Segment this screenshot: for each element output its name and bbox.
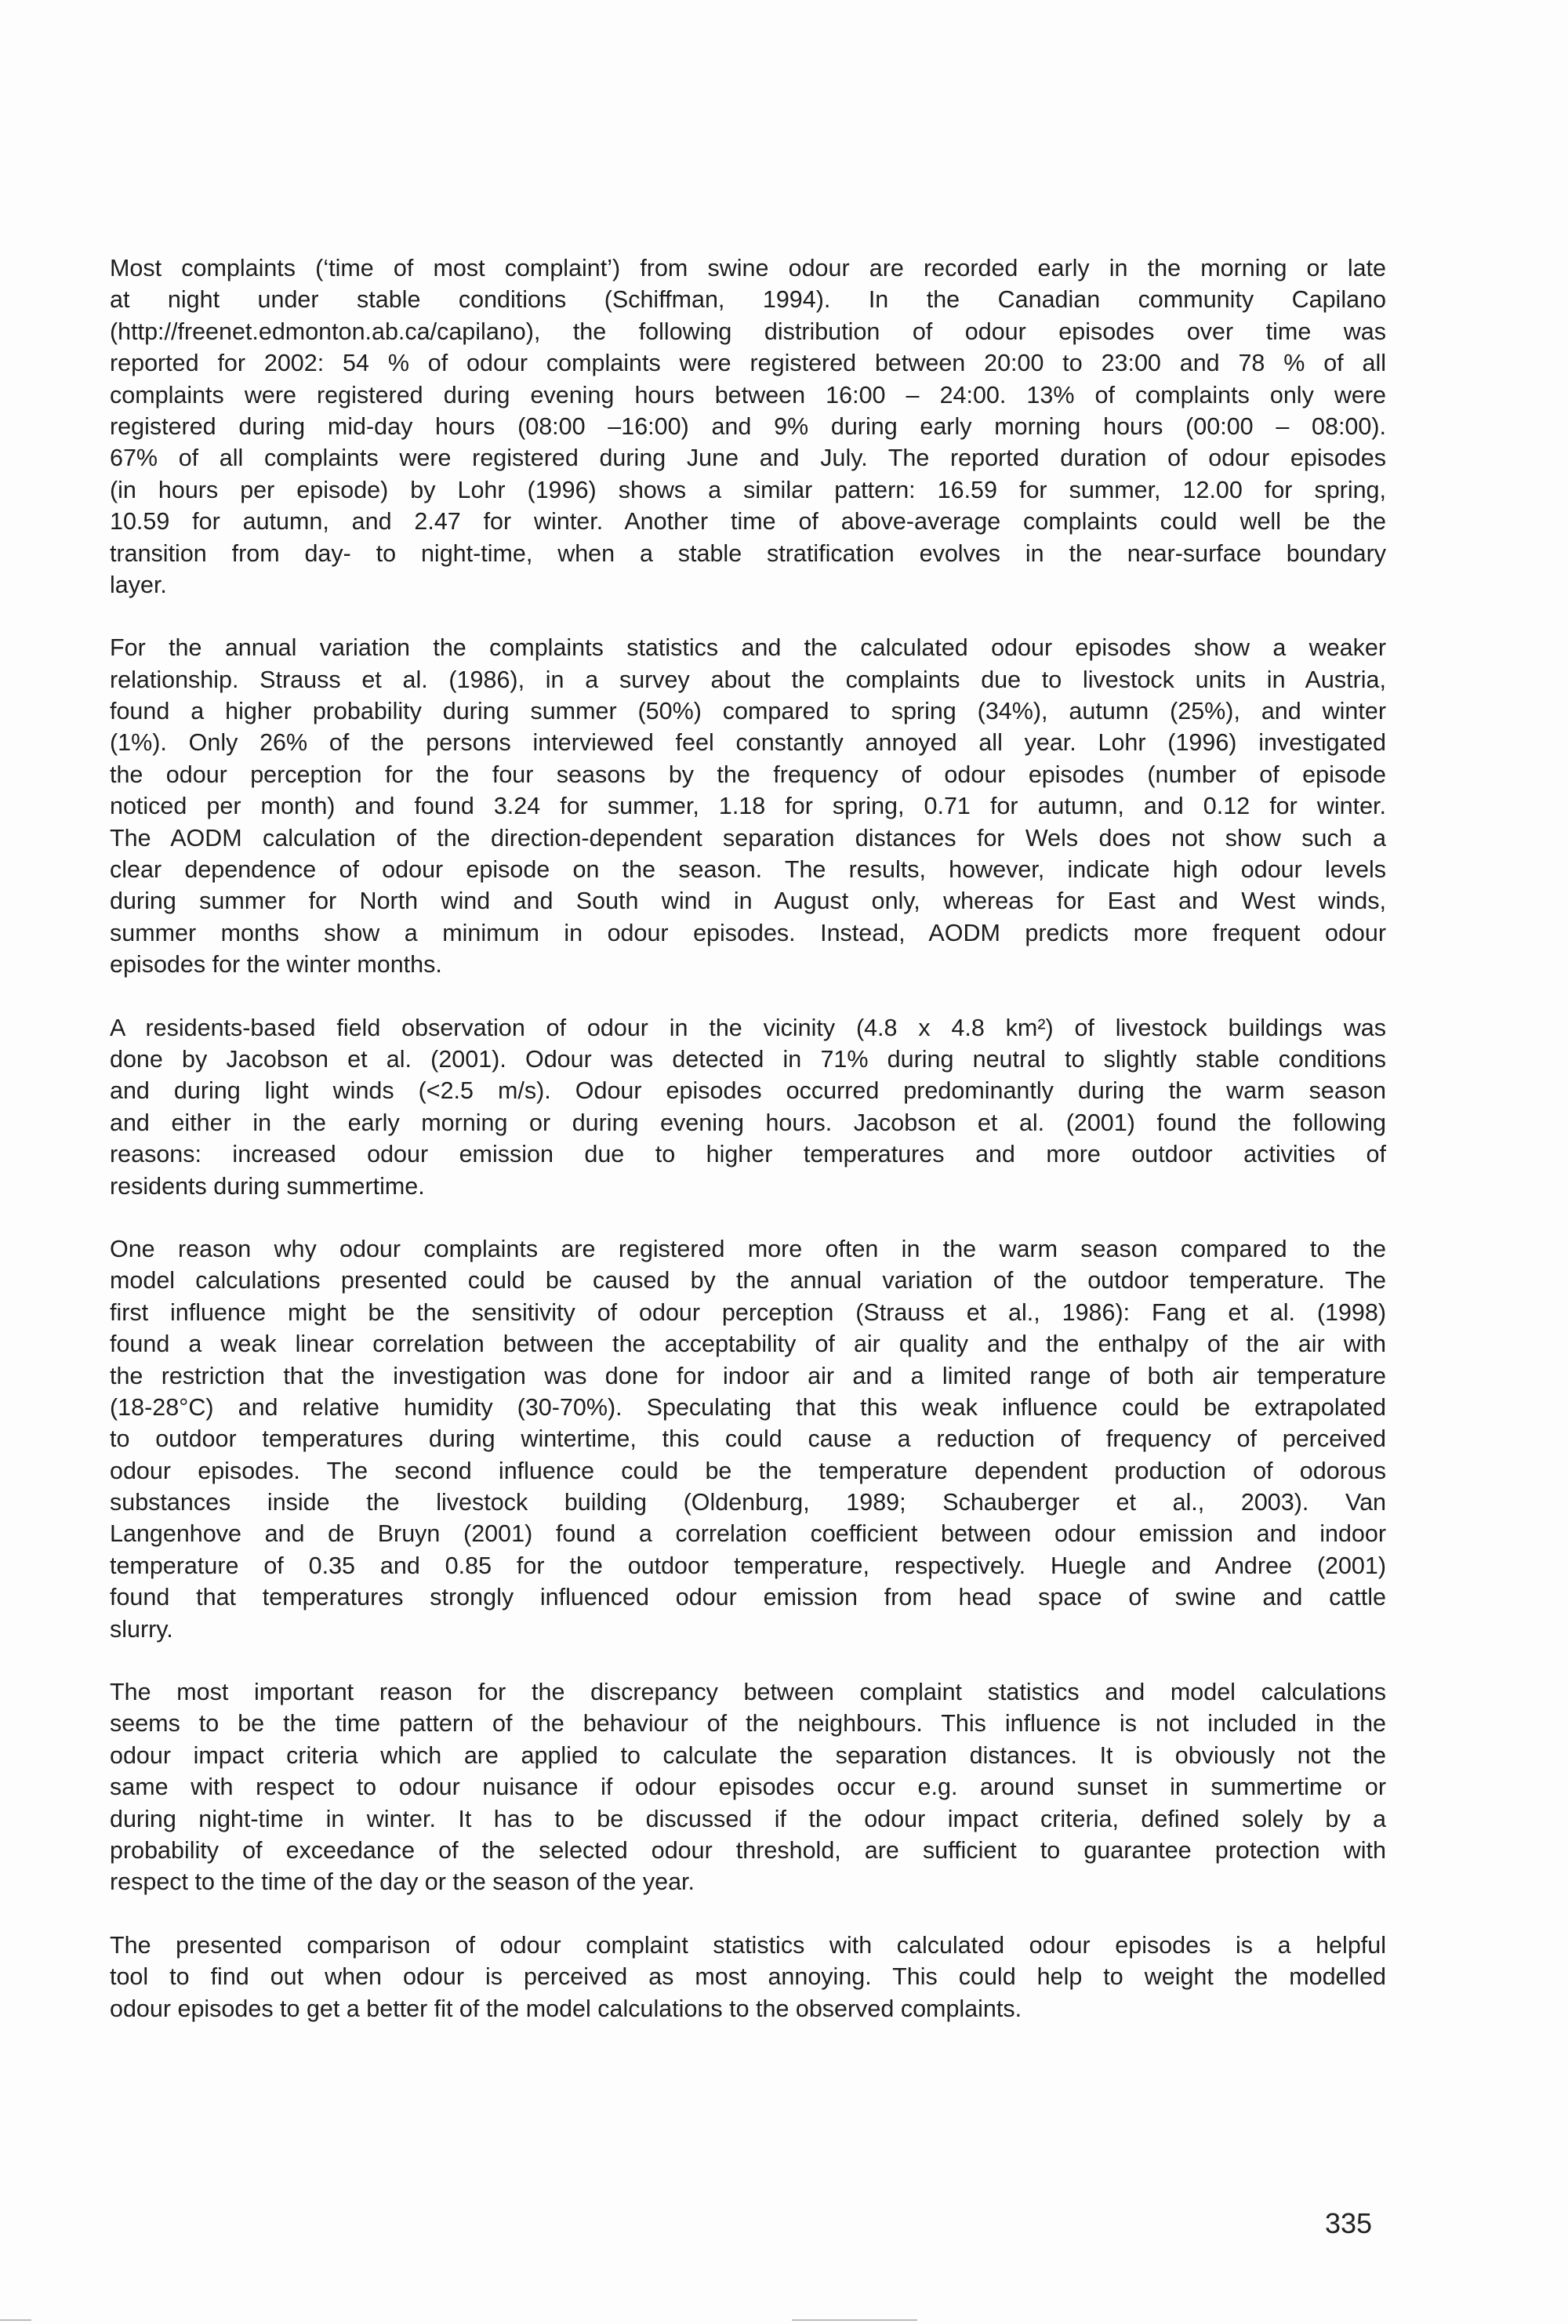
scan-edge-mark (0, 2319, 31, 2321)
text-line: the restriction that the investigation was done for indoor air and a limited range of both air temperature (110, 1362, 1386, 1389)
text-line: (http://freenet.edmonton.ab.ca/capilano), the following distribution of odour episodes over time was (110, 318, 1386, 345)
text-line: odour episodes to get a better fit of the model calculations to the observed complaints. (110, 1995, 1022, 2022)
text-line: episodes for the winter months. (110, 951, 442, 979)
paragraph (110, 1233, 1386, 1645)
text-line: Most complaints (‘time of most complaint’) from swine odour are recorded early in the morning or late (110, 255, 1386, 281)
text-line: 67% of all complaints were registered during June and July. The reported duration of odour episodes (110, 445, 1386, 472)
text-line: The AODM calculation of the direction-dependent separation distances for Wels does not show such a (110, 824, 1386, 852)
paragraph (110, 1930, 1386, 2024)
text-line: reported for 2002: 54 % of odour complaints were registered between 20:00 to 23:00 and 78 % of all (110, 350, 1386, 377)
text-line: complaints were registered during evening hours between 16:00 – 24:00. 13% of complaints only were (110, 381, 1386, 409)
text-line: (1%). Only 26% of the persons interviewed feel constantly annoyed all year. Lohr (1996) investigated (110, 729, 1386, 757)
text-line: and either in the early morning or during evening hours. Jacobson et al. (2001) found the following (110, 1109, 1386, 1136)
text-line: and during light winds (<2.5 m/s). Odour episodes occurred predominantly during the warm season (110, 1077, 1386, 1105)
text-line: odour impact criteria which are applied to calculate the separation distances. It is obviously not the (110, 1741, 1386, 1769)
text-line: (in hours per episode) by Lohr (1996) shows a similar pattern: 16.59 for summer, 12.00 for spring, (110, 476, 1386, 503)
text-line: noticed per month) and found 3.24 for summer, 1.18 for spring, 0.71 for autumn, and 0.12 for winter. (110, 793, 1386, 820)
paragraph (110, 1676, 1386, 1898)
text-line: 10.59 for autumn, and 2.47 for winter. Another time of above-average complaints could well be the (110, 508, 1386, 536)
text-line: (18-28°C) and relative humidity (30-70%). Speculating that this weak influence could be extrapolated (110, 1393, 1386, 1421)
paragraph (110, 632, 1386, 980)
text-line: Langenhove and de Bruyn (2001) found a correlation coefficient between odour emission and indoor (110, 1520, 1386, 1548)
text-line: found a higher probability during summer (50%) compared to spring (34%), autumn (25%), and winter (110, 698, 1386, 725)
text-line: tool to find out when odour is perceived as most annoying. This could help to weight the modelled (110, 1963, 1386, 1991)
text-line: found a weak linear correlation between the acceptability of air quality and the enthalpy of the air with (110, 1331, 1386, 1358)
paragraph (110, 252, 1386, 601)
text-line: The most important reason for the discrepancy between complaint statistics and model calculations (110, 1679, 1386, 1706)
text-line: slurry. (110, 1615, 173, 1643)
text-line: relationship. Strauss et al. (1986), in a survey about the complaints due to livestock units in Austria, (110, 666, 1386, 693)
text-line: transition from day- to night-time, when a stable stratification evolves in the near-surface boundary (110, 539, 1386, 567)
text-line: at night under stable conditions (Schiffman, 1994). In the Canadian community Capilano (110, 286, 1386, 314)
text-line: summer months show a minimum in odour episodes. Instead, AODM predicts more frequent odour (110, 919, 1386, 946)
text-line: probability of exceedance of the selected odour threshold, are sufficient to guarantee protection with (110, 1836, 1386, 1864)
text-line: to outdoor temperatures during wintertime, this could cause a reduction of frequency of perceived (110, 1425, 1386, 1453)
text-line: layer. (110, 571, 167, 598)
text-line: the odour perception for the four seasons by the frequency of odour episodes (number of episode (110, 761, 1386, 788)
text-line: substances inside the livestock building (Oldenburg, 1989; Schauberger et al., 2003). Van (110, 1489, 1386, 1516)
text-line: temperature of 0.35 and 0.85 for the outdoor temperature, respectively. Huegle and Andree (2001) (110, 1552, 1386, 1579)
text-line: done by Jacobson et al. (2001). Odour was detected in 71% during neutral to slightly stable conditions (110, 1045, 1386, 1073)
text-line: The presented comparison of odour complaint statistics with calculated odour episodes is a helpful (110, 1931, 1386, 1959)
text-line: clear dependence of odour episode on the season. The results, however, indicate high odour levels (110, 856, 1386, 884)
text-line: A residents-based field observation of odour in the vicinity (4.8 x 4.8 km²) of livestock buildings was (110, 1014, 1386, 1041)
text-line: first influence might be the sensitivity of odour perception (Strauss et al., 1986): Fang et al. (1998) (110, 1298, 1386, 1326)
text-line: For the annual variation the complaints statistics and the calculated odour episodes show a weaker (110, 634, 1386, 662)
page-number: 335 (1325, 2207, 1373, 2239)
text-line: found that temperatures strongly influenced odour emission from head space of swine and cattle (110, 1584, 1386, 1611)
body-text (110, 252, 1386, 2056)
scan-edge-mark (792, 2319, 917, 2321)
text-line: during summer for North wind and South wind in August only, whereas for East and West winds, (110, 888, 1386, 915)
text-line: registered during mid-day hours (08:00 –16:00) and 9% during early morning hours (00:00 – 08:00). (110, 412, 1386, 440)
text-line: respect to the time of the day or the season of the year. (110, 1868, 695, 1896)
text-line: residents during summertime. (110, 1172, 425, 1200)
text-line: model calculations presented could be caused by the annual variation of the outdoor temperature. The (110, 1267, 1386, 1295)
text-line: seems to be the time pattern of the behaviour of the neighbours. This influence is not included in the (110, 1710, 1386, 1738)
text-line: odour episodes. The second influence could be the temperature dependent production of odorous (110, 1457, 1386, 1484)
text-line: One reason why odour complaints are registered more often in the warm season compared to the (110, 1235, 1386, 1262)
text-line: during night-time in winter. It has to be discussed if the odour impact criteria, defined solely by a (110, 1805, 1386, 1832)
text-line: reasons: increased odour emission due to higher temperatures and more outdoor activities of (110, 1141, 1386, 1168)
text-line: same with respect to odour nuisance if odour episodes occur e.g. around sunset in summertime or (110, 1774, 1386, 1801)
paragraph (110, 1012, 1386, 1202)
